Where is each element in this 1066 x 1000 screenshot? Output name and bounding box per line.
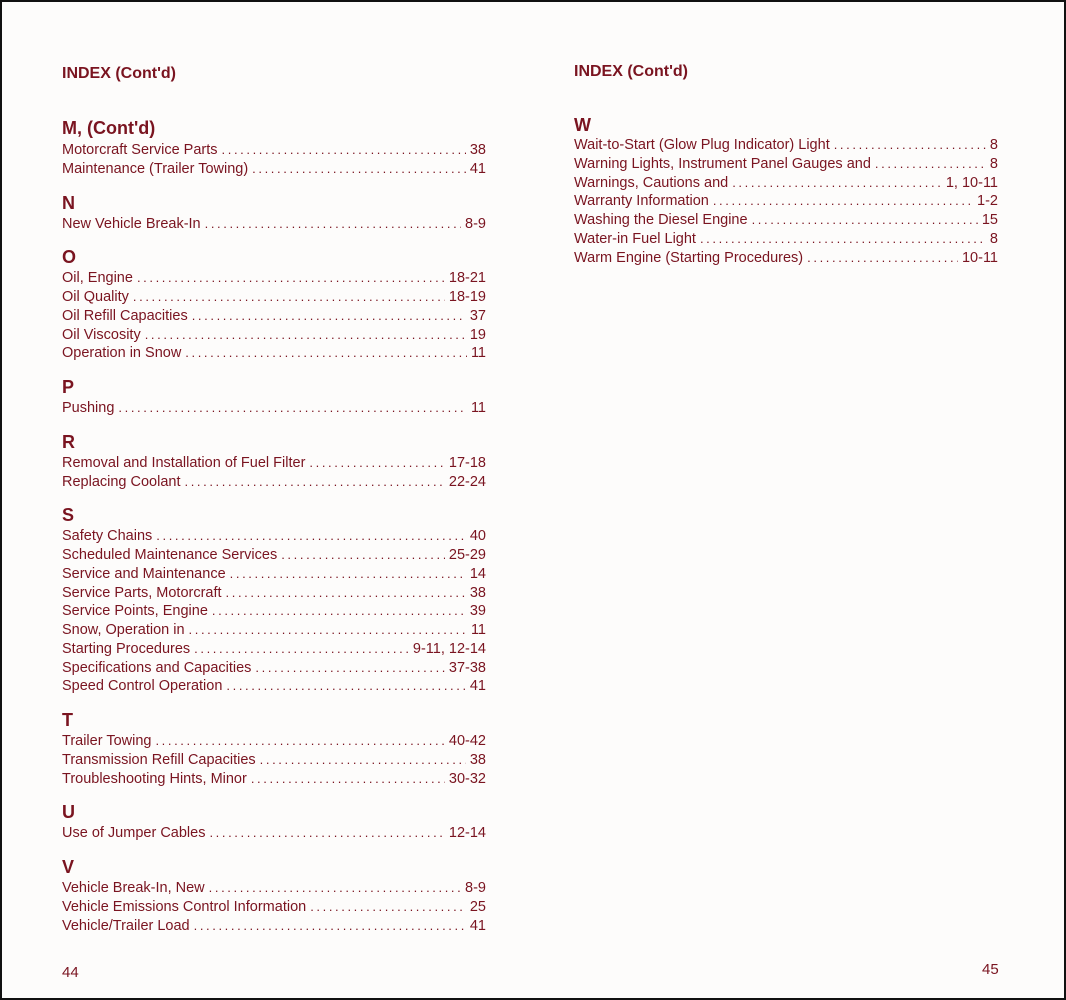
entry-label: Service Points, Engine (62, 603, 208, 620)
entry-page-ref: 18-19 (448, 289, 486, 305)
index-entry (574, 192, 998, 211)
dot-leader (732, 174, 942, 193)
dot-leader (118, 399, 467, 418)
entry-page-ref: 39 (469, 603, 486, 620)
section-letter: U (62, 802, 75, 823)
entry-page-ref: 1-2 (977, 193, 998, 210)
entry-page-ref: 37-38 (448, 659, 486, 676)
section-letter: W (574, 115, 591, 135)
entry-page-ref: 38 (469, 751, 486, 768)
entry-page-ref: 41 (469, 160, 486, 177)
dot-leader (875, 155, 986, 174)
index-header-right: INDEX (Cont'd) (574, 63, 689, 80)
index-entry (62, 454, 486, 473)
index-entry (574, 155, 998, 174)
entry-label: Service Parts, Motorcraft (62, 584, 222, 601)
entry-page-ref: 18-21 (448, 270, 486, 287)
entry-page-ref: 10-11 (961, 249, 998, 266)
entry-label: Trailer Towing (62, 733, 152, 749)
entry-page-ref: 25-29 (448, 547, 486, 563)
entry-page-ref: 40-42 (448, 733, 486, 749)
index-entry (62, 160, 486, 179)
dot-leader (185, 473, 445, 492)
entry-label: Removal and Installation of Fuel Filter (62, 454, 306, 471)
entry-page-ref: 1, 10-11 (945, 174, 998, 191)
entry-page-ref: 11 (470, 400, 486, 416)
dot-leader (700, 230, 986, 249)
entry-label: Operation in Snow (62, 345, 182, 362)
right-page-index (574, 62, 998, 267)
index-entry (62, 546, 486, 565)
entry-label: Oil Viscosity (62, 326, 141, 343)
entry-label: Warranty Information (574, 193, 709, 210)
index-section (62, 191, 486, 234)
section-letter: S (62, 505, 75, 526)
entry-page-ref: 8-9 (465, 880, 486, 896)
index-entry (62, 344, 486, 363)
entry-page-ref: 19 (469, 326, 486, 343)
dot-leader (230, 565, 466, 584)
dot-leader (310, 898, 466, 917)
entry-label: Scheduled Maintenance Services (62, 547, 278, 563)
index-section (62, 430, 486, 492)
dot-leader (189, 621, 467, 640)
index-section (62, 245, 486, 363)
dot-leader (185, 344, 467, 363)
entry-label: Specifications and Capacities (62, 659, 252, 676)
entry-label: Starting Procedures (62, 640, 191, 657)
entry-page-ref: 8 (989, 155, 998, 172)
entry-page-ref: 15 (981, 212, 998, 228)
dot-leader (251, 770, 445, 789)
index-section (62, 800, 486, 843)
entry-page-ref: 12-14 (448, 825, 486, 842)
index-entry (62, 215, 486, 234)
dot-leader (222, 141, 466, 160)
index-entry (62, 326, 486, 345)
dot-leader (194, 640, 409, 659)
dot-leader (281, 546, 445, 565)
index-entry (62, 473, 486, 492)
entry-label: Oil Quality (62, 289, 129, 305)
index-entry (62, 898, 486, 917)
entry-page-ref: 37 (469, 307, 486, 324)
index-entry (62, 584, 486, 603)
left-page-index (62, 64, 486, 935)
section-letter: O (62, 247, 77, 268)
entry-label: Pushing (62, 400, 115, 416)
entry-label: Motorcraft Service Parts (62, 142, 218, 158)
entry-page-ref: 38 (469, 142, 486, 158)
entry-page-ref: 30-32 (448, 770, 486, 787)
section-letter: P (62, 377, 75, 397)
index-section (62, 503, 486, 696)
dot-leader (260, 751, 466, 770)
dot-leader (255, 659, 444, 678)
entry-label: Transmission Refill Capacities (62, 751, 256, 768)
entry-label: Oil Refill Capacities (62, 307, 188, 324)
dot-leader (205, 215, 461, 234)
dot-leader (713, 192, 973, 211)
entry-label: Vehicle Emissions Control Information (62, 898, 307, 915)
dot-leader (212, 602, 466, 621)
page-number-right: 45 (982, 961, 999, 978)
entry-page-ref: 40 (469, 528, 486, 545)
index-entry (62, 307, 486, 326)
entry-label: Snow, Operation in (62, 622, 185, 638)
entry-page-ref: 8-9 (465, 215, 486, 232)
entry-label: Water-in Fuel Light (574, 230, 696, 247)
index-entry (62, 269, 486, 288)
section-letter: V (62, 857, 75, 877)
entry-label: Washing the Diesel Engine (574, 212, 748, 228)
index-entry (62, 288, 486, 307)
dot-leader (145, 326, 466, 345)
entry-page-ref: 8 (989, 230, 998, 247)
entry-label: Use of Jumper Cables (62, 825, 206, 842)
entry-label: New Vehicle Break-In (62, 215, 201, 232)
section-letter: M, (Cont'd) (62, 118, 156, 138)
entry-label: Vehicle/Trailer Load (62, 917, 190, 934)
index-entry (62, 917, 486, 936)
dot-leader (155, 732, 444, 751)
index-section (62, 708, 486, 788)
index-entry (62, 640, 486, 659)
entry-page-ref: 41 (469, 678, 486, 695)
dot-leader (807, 249, 958, 268)
entry-label: Warm Engine (Starting Procedures) (574, 249, 804, 266)
index-entry (62, 399, 486, 418)
index-section (62, 855, 486, 935)
entry-page-ref: 17-18 (448, 454, 486, 471)
dot-leader (209, 879, 461, 898)
dot-leader (752, 211, 978, 230)
entry-label: Service and Maintenance (62, 565, 226, 582)
entry-page-ref: 38 (469, 584, 486, 601)
dot-leader (137, 269, 445, 288)
index-entry (62, 602, 486, 621)
dot-leader (226, 584, 466, 603)
index-section (574, 114, 998, 267)
entry-label: Vehicle Break-In, New (62, 880, 205, 896)
entry-page-ref: 9-11, 12-14 (412, 640, 486, 657)
page-number-left: 44 (62, 964, 79, 981)
index-entry (62, 659, 486, 678)
index-entry (574, 230, 998, 249)
entry-page-ref: 8 (989, 137, 998, 153)
index-entry (62, 621, 486, 640)
right-sections (574, 114, 998, 267)
entry-label: Oil, Engine (62, 270, 133, 287)
entry-label: Warnings, Cautions and (574, 174, 729, 191)
entry-label: Replacing Coolant (62, 473, 181, 490)
left-sections (62, 115, 486, 935)
entry-label: Maintenance (Trailer Towing) (62, 160, 249, 177)
entry-label: Speed Control Operation (62, 678, 223, 695)
entry-page-ref: 11 (470, 345, 486, 362)
dot-leader (309, 454, 445, 473)
index-entry (574, 174, 998, 193)
dot-leader (834, 136, 986, 155)
index-entry (574, 249, 998, 268)
section-letter: T (62, 710, 73, 730)
index-entry (574, 211, 998, 230)
index-entry (62, 527, 486, 546)
index-entry (62, 732, 486, 751)
index-entry (574, 136, 998, 155)
dot-leader (156, 527, 466, 546)
entry-label: Warning Lights, Instrument Panel Gauges and (574, 155, 871, 172)
dot-leader (194, 917, 466, 936)
index-entry (62, 141, 486, 160)
index-header-left: INDEX (Cont'd) (62, 65, 177, 82)
index-section (62, 115, 486, 179)
entry-page-ref: 11 (470, 622, 486, 638)
entry-label: Wait-to-Start (Glow Plug Indicator) Light (574, 137, 830, 153)
dot-leader (133, 288, 445, 307)
section-letter: N (62, 192, 75, 213)
entry-page-ref: 41 (469, 917, 486, 934)
index-entry (62, 751, 486, 770)
index-entry (62, 770, 486, 789)
index-entry (62, 824, 486, 843)
entry-page-ref: 14 (469, 565, 486, 582)
entry-label: Safety Chains (62, 528, 153, 545)
index-entry (62, 879, 486, 898)
dot-leader (209, 824, 444, 843)
dot-leader (226, 677, 465, 696)
dot-leader (252, 160, 466, 179)
index-entry (62, 565, 486, 584)
entry-label: Troubleshooting Hints, Minor (62, 770, 247, 787)
entry-page-ref: 25 (469, 898, 486, 915)
dot-leader (192, 307, 466, 326)
section-letter: R (62, 431, 75, 452)
index-entry (62, 677, 486, 696)
index-section (62, 375, 486, 418)
entry-page-ref: 22-24 (448, 473, 486, 490)
